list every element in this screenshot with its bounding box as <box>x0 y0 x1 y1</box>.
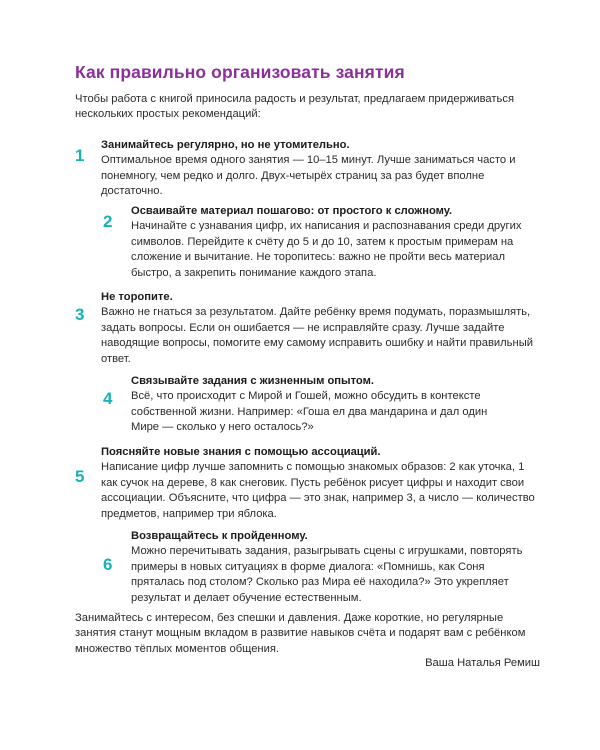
recommendation-title: Занимайтесь регулярно, но не утомительно. <box>101 139 350 151</box>
recommendation-3 <box>101 290 541 367</box>
recommendation-6 <box>131 529 541 606</box>
item-number-5: 5 <box>75 467 85 486</box>
recommendation-body: Оптимальное время одного занятия — 10–15 минут. Лучше заниматься часто и понемногу, чем редко и долго. Двух-четырёх страниц за раз будет вполне достаточно. <box>101 154 516 198</box>
recommendation-title: Возвращайтесь к пройденному. <box>131 530 308 542</box>
recommendation-title: Связывайте задания с жизненным опытом. <box>131 375 374 387</box>
item-number-3: 3 <box>75 305 85 324</box>
recommendation-body: Начинайте с узнавания цифр, их написания и распознавания среди других символов. Перейдите к счёту до 5 и до 10, затем к простым примерам на сложение и вычитание. Не торопитесь: важно не пройти весь материал быстро, а закрепить понимание каждого этапа. <box>131 220 522 279</box>
recommendation-title: Поясняйте новые знания с помощью ассоциаций. <box>101 446 381 458</box>
recommendation-body: Важно не гнаться за результатом. Дайте ребёнку время подумать, поразмышлять, задать вопросы. Если он ошибается — не исправляйте сразу. Лучше задайте наводящие вопросы, помогите ему самому исправить ошибку и найти правильный ответ. <box>101 306 533 365</box>
recommendation-title: Не торопите. <box>101 291 173 303</box>
recommendation-body: Всё, что происходит с Мирой и Гошей, можно обсудить в контексте собственной жизни. Например: «Гоша ел два мандарина и дал один Мире — сколько у него осталось?» <box>131 390 488 434</box>
recommendation-body: Написание цифр лучше запомнить с помощью знакомых образов: 2 как уточка, 1 как сучок на дереве, 8 как снеговик. Пусть ребёнок рисует цифры и находит свои ассоциации. Объясните, что цифра — это знак, например 3, а число — количество предметов, например три яблока. <box>101 461 535 520</box>
recommendation-title: Осваивайте материал пошагово: от простого к сложному. <box>131 205 453 217</box>
page-title: Как правильно организовать занятия <box>75 62 405 82</box>
recommendation-2 <box>131 204 541 281</box>
closing-paragraph: Занимайтесь с интересом, без спешки и давления. Даже короткие, но регулярные занятия станут мощным вкладом в развитие навыков счёта и подарят вам с ребёнком множество тёплых моментов общения. <box>75 612 526 655</box>
intro-paragraph: Чтобы работа с книгой приносила радость и результат, предлагаем придерживаться нескольких простых рекомендаций: <box>75 93 515 120</box>
item-number-6: 6 <box>103 555 113 574</box>
signature: Ваша Наталья Ремиш <box>425 657 540 669</box>
recommendation-body: Можно перечитывать задания, разыгрывать сцены с игрушками, повторять примеры в новых ситуациях в форме диалога: «Помнишь, как Соня пряталась под столом? Сколько раз Мира её находила?» Это укрепляет результат и делает обучение естественным. <box>131 545 523 604</box>
item-number-1: 1 <box>75 146 85 165</box>
item-number-4: 4 <box>103 389 113 408</box>
recommendation-1 <box>101 138 541 200</box>
recommendation-4 <box>131 374 501 436</box>
item-number-2: 2 <box>103 212 113 231</box>
recommendation-5 <box>101 445 541 522</box>
